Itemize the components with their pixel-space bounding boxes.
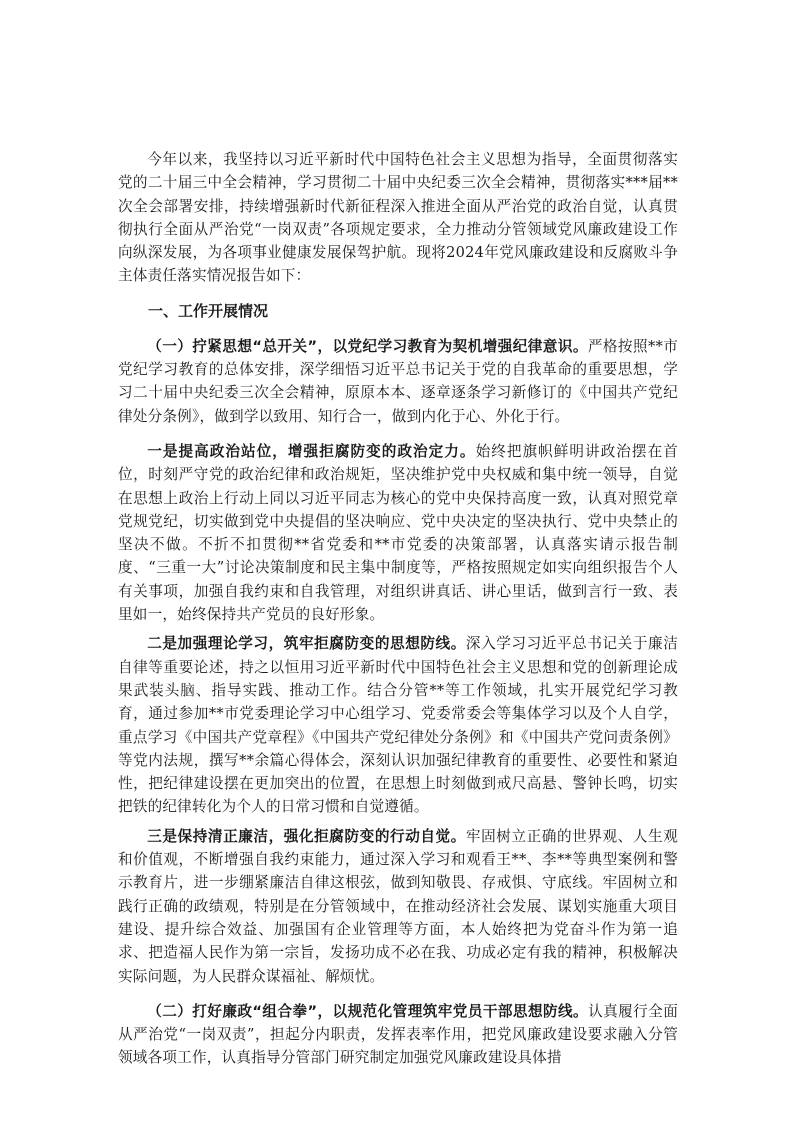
subsection-2-body: 认真履行全面从严治党“一岗双责”，担起分内职责，发挥表率作用，把党风廉政建设要求融入分管领域各项工作，认真指导分管部门研究制定加强党风廉政建设具体措 [118,1002,679,1067]
point-2-body: 深入学习习近平总书记关于廉洁自律等重要论述，持之以恒用习近平新时代中国特色社会主义思想和党的创新理论成果武装头脑、指导实践、推动工作。结合分管**等工作领域，扎实开展党纪学习教育，通过参加**市党委理论学习中心组学习、党委常委会等集体学习以及个人自学，重点学习《中国共产党章程》《中国共产党纪律处分条例》和《中国共产党问责条例》等党内法规，撰写**余篇心得体会，深刻认识加强纪律教育的重要性、必要性和紧迫性，把纪律建设摆在更加突出的位置，在思想上时刻做到戒尺高悬、警钟长鸣，切实把铁的纪律转化为个人的日常习惯和自觉遵循。 [118,635,678,816]
point-1-heading: 一是提高政治站位，增强拒腐防变的政治定力。 [147,442,476,460]
subsection-1-paragraph [118,335,678,428]
intro-paragraph: 今年以来，我坚持以习近平新时代中国特色社会主义思想为指导，全面贯彻落实党的二十届三中全会精神，学习贯彻二十届中央纪委三次全会精神，贯彻落实***届**次全会部署安排，持续增强新时代新征程深入推进全面从严治党的政治自觉，认真贯彻执行全面从严治党“一岗双责”各项规定要求，全力推动分管领域党风廉政建设工作向纵深发展，为各项事业健康发展保驾护航。现将2024年党风廉政建设和反腐败斗争主体责任落实情况报告如下： [118,151,678,285]
section-heading: 一、工作开展情况 [148,301,269,320]
point-1-body: 始终把旗帜鲜明讲政治摆在首位，时刻严守党的政治纪律和政治规矩，坚决维护党中央权威和集中统一领导，自觉在思想上政治上行动上同以习近平同志为核心的党中央保持高度一致，认真对照党章党规党纪，切实做到党中央提倡的坚决响应、党中央决定的坚决执行、党中央禁止的坚决不做。不折不扣贯彻**省党委和**市党委的决策部署，认真落实请示报告制度、“三重一大”讨论决策制度和民主集中制度等，严格按照规定如实向组织报告个人有关事项，加强自我约束和自我管理，对组织讲真话、讲心里话，做到言行一致、表里如一，始终保持共产党员的良好形象。 [118,442,678,624]
subsection-1-heading: （一）拧紧思想“总开关”，以党纪学习教育为契机增强纪律意识。 [147,337,588,355]
subsection-2-heading: （二）打好廉政“组合拳”，以规范化管理筑牢党员干部思想防线。 [147,1002,589,1020]
point-3-paragraph [118,825,678,988]
subsection-1-body: 严格按照**市党纪学习教育的总体安排，深学细悟习近平总书记关于党的自我革命的重要思想，学习二十届中央纪委三次全会精神，原原本本、逐章逐条学习新修订的《中国共产党纪律处分条例》，做到学以致用、知行合一，做到内化于心、外化于行。 [118,337,679,425]
document-page [118,148,678,1070]
point-3-heading: 三是保持清正廉洁，强化拒腐防变的行动自觉。 [147,827,466,845]
point-2-paragraph [118,632,678,818]
point-1-paragraph [118,440,678,626]
point-2-heading: 二是加强理论学习，筑牢拒腐防变的思想防线。 [147,635,466,653]
point-3-body: 牢固树立正确的世界观、人生观和价值观，不断增强自我约束能力，通过深入学习和观看王**、李**等典型案例和警示教育片，进一步绷紧廉洁自律这根弦，做到知敬畏、存戒惧、守底线。牢固树立和践行正确的政绩观，特别是在分管领域中，在推动经济社会发展、谋划实施重大项目建设、提升综合效益、加强国有企业管理等方面，本人始终把为党奋斗作为第一追求、把造福人民作为第一宗旨，发扬功成不必在我、功成必定有我的精神，积极解决实际问题，为人民群众谋福祉、解烦忧。 [118,827,678,985]
subsection-2-paragraph [118,1000,678,1070]
